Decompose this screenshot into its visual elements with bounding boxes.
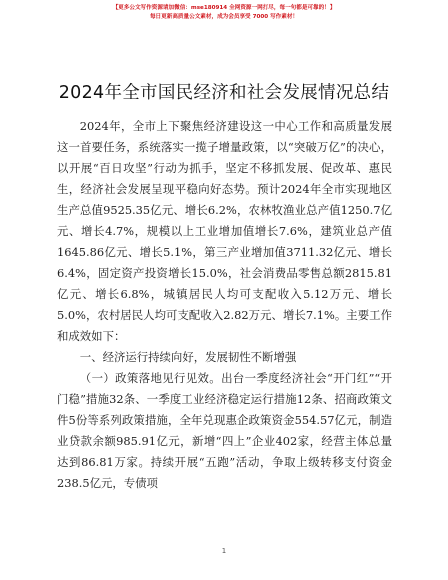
promo-banner-line-1: 【更多公文写作资源请加微信：mse180914 全网资源一网打尽，每一句都是可靠的！】 — [112, 5, 336, 11]
body-paragraph: （一）政策落地见行见效。出台一季度经济社会“开门红”“开门稳”措施32条、一季度工业经济稳定运行措施12条、招商政策文件5份等系列政策措施，全年兑现惠企政策资金554.57亿元，制造业贷款余额985.91亿元，新增“四上”企业402家，经营主体总量达到86.81万家。持续开展“五跑”活动，争取上级转移支付资金238.5亿元，专债项 — [57, 371, 392, 490]
promo-banner-line-2: 每日更新高质量公文素材，成为会员享受 7000 写作素材！ — [149, 14, 299, 20]
document-title: 2024年全市国民经济和社会发展情况总结 — [58, 83, 390, 103]
page-number: 1 — [221, 547, 227, 555]
section-heading: 一、经济运行持续向好，发展韧性不断增强 — [79, 350, 297, 364]
document-body — [57, 116, 392, 494]
intro-paragraph: 2024年，全市上下聚焦经济建设这一中心工作和高质量发展这一首要任务，系统落实一揽子增量政策，以“突破万亿”的决心，以开展“百日攻坚”行动为抓手，坚定不移抓发展、促改革、惠民生，经济社会发展呈现平稳向好态势。预计2024年全市实现地区生产总值9525.35亿元、增长6.2%，农林牧渔业总产值1250.7亿元、增长4.7%，规模以上工业增加值增长7.6%，建筑业总产值1645.86亿元、增长5.1%，第三产业增加值3711.32亿元、增长6.4%，固定资产投资增长15.0%，社会消费品零售总额2815.81亿元、增长6.8%，城镇居民人均可支配收入5.12万元、增长5.0%，农村居民人均可支配收入2.82万元、增长7.1%。主要工作和成效如下： — [57, 119, 392, 343]
promo-banner — [0, 4, 448, 22]
